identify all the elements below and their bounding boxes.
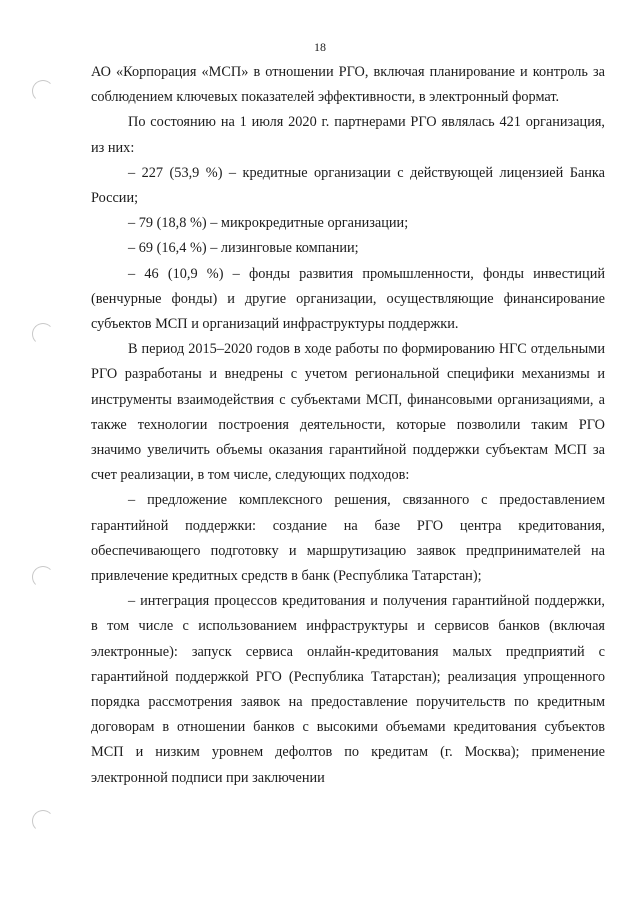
binder-hole-3	[32, 566, 54, 588]
binder-hole-1	[32, 80, 54, 102]
list-item: – предложение комплексного решения, связанного с предоставлением гарантийной поддержки: создание на базе РГО центра кредитования, обеспечивающего подготовку и маршрутизацию заявок предпринимателей на привлечение кредитных средств в банк (Республика Татарстан);	[91, 492, 605, 585]
paragraph: АО «Корпорация «МСП» в отношении РГО, включая планирование и контроль за соблюдением ключевых показателей эффективности, в электронный формат.	[91, 64, 605, 106]
list-item: – 69 (16,4 %) – лизинговые компании;	[128, 240, 359, 257]
list-item: – 227 (53,9 %) – кредитные организации с действующей лицензией Банка России;	[91, 164, 605, 207]
binder-hole-2	[32, 323, 54, 345]
document-body	[91, 60, 605, 791]
paragraph: В период 2015–2020 годов в ходе работы по формированию НГС отдельными РГО разработаны и внедрены с учетом региональной специфики механизмы и инструменты взаимодействия с субъектами МСП, финансовыми организациями, а также технологии построения деятельности, которые позволили таким РГО значимо увеличить объемы оказания гарантийной поддержки субъектам МСП за счет реализации, в том числе, следующих подходов:	[91, 341, 605, 484]
list-item: – 79 (18,8 %) – микрокредитные организации;	[128, 215, 409, 232]
binder-hole-4	[32, 810, 54, 832]
list-item: – 46 (10,9 %) – фонды развития промышленности, фонды инвестиций (венчурные фонды) и другие организации, осуществляющие финансирование субъектов МСП и организаций инфраструктуры поддержки.	[91, 265, 605, 333]
paragraph: По состоянию на 1 июля 2020 г. партнерами РГО являлась 421 организация, из них:	[91, 114, 605, 156]
page-number: 18	[314, 40, 326, 54]
list-item: – интеграция процессов кредитования и получения гарантийной поддержки, в том числе с использованием инфраструктуры и сервисов банков (включая электронные): запуск сервиса онлайн-кредитования малых предприятий с гарантийной поддержкой РГО (Республика Татарстан); реализация упрощенного порядка рассмотрения заявок на предоставление поручительств по кредитным договорам в отношении банков с высокими объемами кредитования субъектов МСП и низким уровнем дефолтов по кредитам (г. Москва); применение электронной подписи при заключении	[91, 593, 605, 786]
